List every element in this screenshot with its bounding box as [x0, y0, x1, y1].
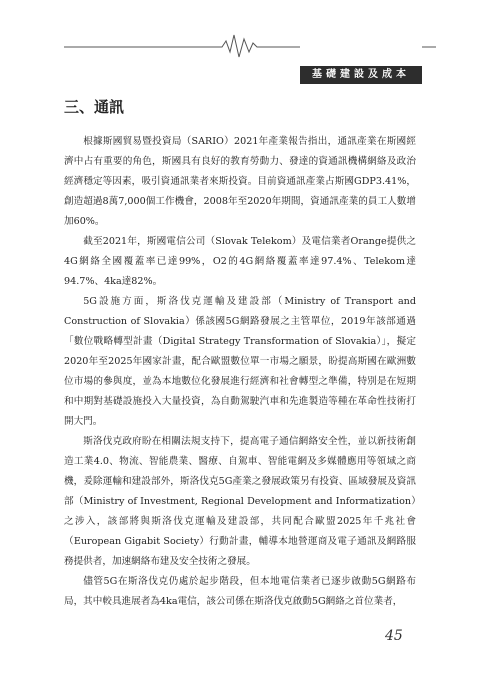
body-text — [64, 132, 416, 612]
paragraph: 根據斯國貿易暨投資局（SARIO）2021年產業報告指出，通訊產業在斯國經濟中占有重要的角色，斯國具有良好的教育勞動力、發達的資通訊機構網絡及政治經濟穩定等因素，吸引資通訊業者來斯投資。目前資通訊產業占斯國GDP3.41%，創造超過8萬7,000個工作機會，2008年至2020年期間，資通訊產業的員工人數增加60%。 — [64, 136, 416, 227]
page-header — [0, 30, 480, 80]
paragraph: 截至2021年，斯國電信公司（Slovak Telekom）及電信業者Orange提供之4G網絡全國覆蓋率已達99%，O2的4G網絡覆蓋率達97.4%、Telekom達94.7%、4ka達82%。 — [64, 236, 416, 287]
page-number: 45 — [385, 628, 403, 644]
paragraph: 5G設施方面，斯洛伐克運輸及建設部（Ministry of Transport and Construction of Slovakia）係該國5G網路發展之主管單位，2019年該部通過「數位戰略轉型計畫（Digital Strategy Transformation of Slovakia）」，擬定2020年至2025年國家計畫，配合歐盟數位單一市場之願景，盼提高斯國在歐洲數位市場的參與度，並為本地數位化發展進行經濟和社會轉型之準備，特別是在短期和中期對基礎設施投入大量投資，為自動駕駛汽車和先進製造等種在革命性技術打開大門。 — [64, 296, 416, 427]
chapter-title: 基礎建設及成本 — [300, 66, 422, 84]
paragraph: 儘管5G在斯洛伐克仍處於起步階段，但本地電信業者已逐步啟動5G網路布局，其中較具進展者為4ka電信，該公司係在斯洛伐克啟動5G網絡之首位業者， — [64, 576, 416, 607]
paragraph: 斯洛伐克政府盼在相關法規支持下，提高電子通信網絡安全性，並以新技術創造工業4.0、物流、智能農業、醫療、自駕車、智能電網及多媒體應用等領域之商機，爰除運輸和建設部外，斯洛伐克5G產業之發展政策另有投資、區域發展及資訊部（Ministry of Investment, Regional Development and Informatization）之涉入，該部將與斯洛伐克運輸及建設部，共同配合歐盟2025年千兆社會（European Gigabit Society）行動計畫，輔導本地營運商及電子通訊及網路服務提供者，加速網絡布建及安全技術之發展。 — [64, 436, 416, 567]
section-title: 三、通訊 — [64, 98, 125, 116]
heartbeat-line-decoration — [0, 30, 480, 60]
